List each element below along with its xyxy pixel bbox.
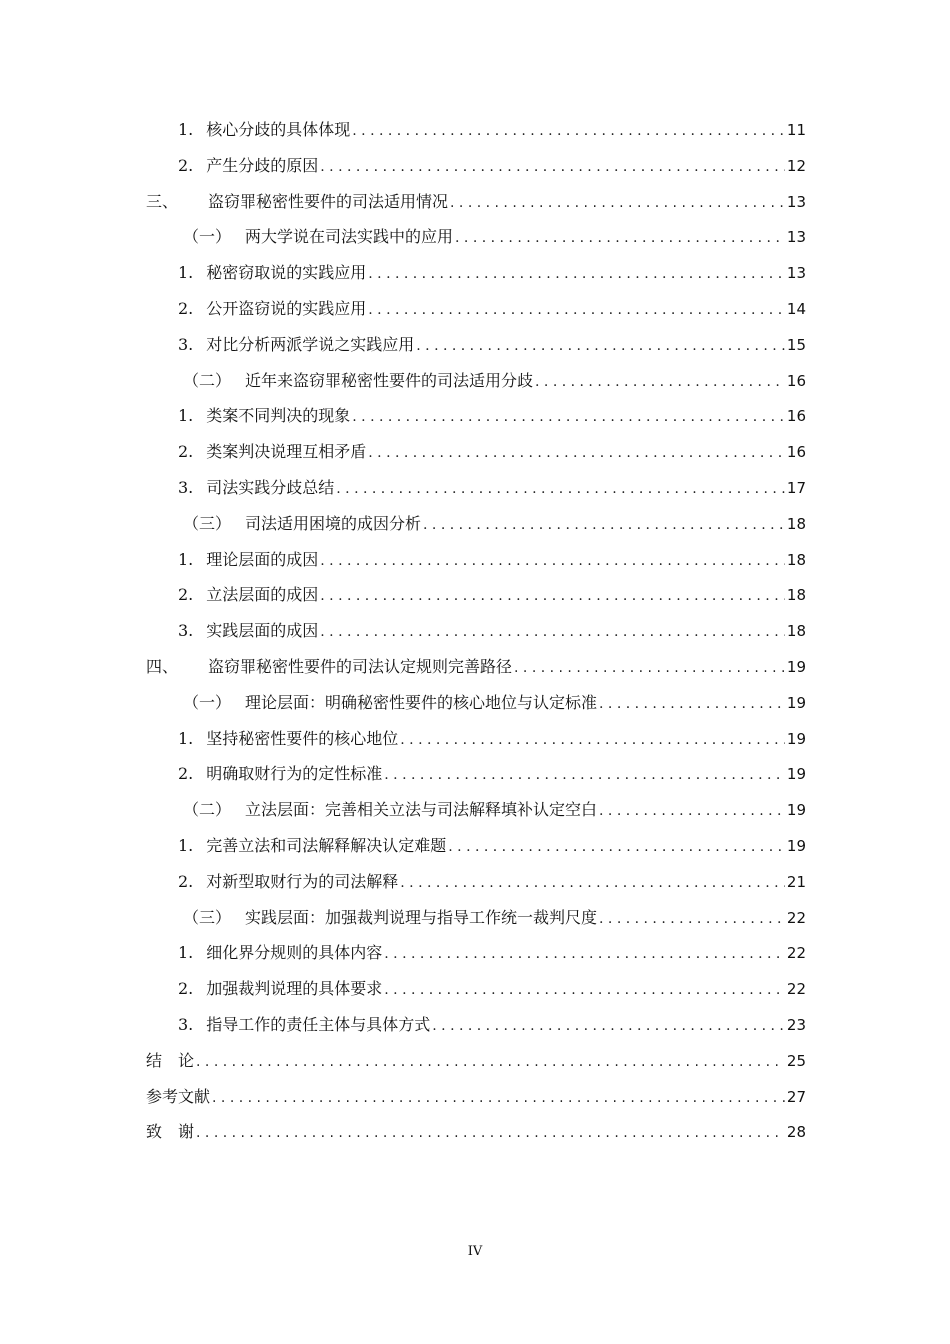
toc-entry-title: 实践层面：加强裁判说理与指导工作统一裁判尺度 bbox=[245, 907, 598, 927]
toc-entry[interactable] bbox=[146, 506, 806, 542]
toc-leader-dots bbox=[599, 687, 785, 723]
toc-entry-number: 1. bbox=[178, 728, 194, 748]
toc-entry-label bbox=[178, 828, 446, 864]
toc-leader-dots bbox=[448, 830, 785, 866]
toc-entry-number: 2. bbox=[178, 871, 194, 891]
table-of-contents bbox=[146, 112, 806, 1150]
toc-entry-title: 盗窃罪秘密性要件的司法认定规则完善路径 bbox=[208, 656, 513, 676]
toc-entry-page: 16 bbox=[786, 443, 806, 462]
toc-entry-label bbox=[178, 721, 398, 757]
toc-entry-title: 立法层面：完善相关立法与司法解释填补认定空白 bbox=[245, 800, 598, 820]
toc-entry-title: 理论层面：明确秘密性要件的核心地位与认定标准 bbox=[245, 692, 598, 712]
toc-entry-page: 19 bbox=[786, 801, 806, 820]
toc-entry[interactable] bbox=[146, 327, 806, 363]
toc-entry-number: 3. bbox=[178, 1014, 194, 1034]
toc-entry-label bbox=[146, 1114, 194, 1150]
toc-entry-title: 致 谢 bbox=[146, 1122, 195, 1142]
toc-entry[interactable] bbox=[146, 756, 806, 792]
toc-entry-page: 19 bbox=[786, 729, 806, 748]
toc-entry-page: 23 bbox=[786, 1015, 806, 1034]
toc-entry-label bbox=[178, 434, 366, 470]
toc-entry-page: 19 bbox=[786, 765, 806, 784]
toc-entry[interactable] bbox=[146, 1079, 806, 1115]
toc-entry-label bbox=[178, 577, 318, 613]
toc-entry-label bbox=[178, 864, 398, 900]
toc-entry-page: 19 bbox=[786, 657, 806, 676]
toc-entry-number: （二） bbox=[183, 800, 232, 820]
toc-entry-label bbox=[178, 327, 414, 363]
toc-entry[interactable] bbox=[146, 613, 806, 649]
toc-entry-label bbox=[183, 685, 597, 721]
toc-entry-number: 3. bbox=[178, 621, 194, 641]
toc-entry-number: 1. bbox=[178, 835, 194, 855]
toc-entry-label bbox=[178, 756, 382, 792]
toc-entry[interactable] bbox=[146, 935, 806, 971]
toc-entry-page: 18 bbox=[786, 622, 806, 641]
toc-entry-label bbox=[178, 971, 382, 1007]
toc-leader-dots bbox=[352, 114, 785, 150]
toc-entry-title: 司法适用困境的成因分析 bbox=[245, 513, 422, 533]
toc-entry-page: 22 bbox=[786, 980, 806, 999]
toc-entry[interactable] bbox=[146, 255, 806, 291]
toc-leader-dots bbox=[384, 758, 785, 794]
toc-leader-dots bbox=[450, 186, 785, 222]
toc-entry[interactable] bbox=[146, 148, 806, 184]
toc-leader-dots bbox=[599, 902, 785, 938]
toc-entry-page: 22 bbox=[786, 944, 806, 963]
toc-leader-dots bbox=[320, 150, 785, 186]
toc-entry-title: 加强裁判说理的具体要求 bbox=[206, 979, 383, 999]
toc-leader-dots bbox=[384, 937, 785, 973]
toc-entry-title: 盗窃罪秘密性要件的司法适用情况 bbox=[208, 191, 449, 211]
toc-entry-title: 结 论 bbox=[146, 1050, 195, 1070]
toc-entry-number: 1. bbox=[178, 263, 194, 283]
toc-entry-number: （一） bbox=[183, 692, 232, 712]
toc-entry-label bbox=[178, 148, 318, 184]
toc-entry-title: 司法实践分歧总结 bbox=[206, 477, 335, 497]
toc-entry[interactable] bbox=[146, 864, 806, 900]
toc-entry-page: 13 bbox=[786, 264, 806, 283]
toc-entry[interactable] bbox=[146, 219, 806, 255]
toc-entry-page: 15 bbox=[786, 335, 806, 354]
toc-entry-page: 11 bbox=[786, 121, 806, 139]
toc-entry-number: 3. bbox=[178, 334, 194, 354]
toc-leader-dots bbox=[400, 866, 785, 902]
toc-leader-dots bbox=[368, 257, 785, 293]
toc-entry-number: （二） bbox=[183, 370, 232, 390]
toc-entry-title: 对比分析两派学说之实践应用 bbox=[206, 334, 415, 354]
toc-leader-dots bbox=[196, 1045, 785, 1081]
toc-entry-label bbox=[178, 542, 318, 578]
toc-entry-page: 28 bbox=[786, 1123, 806, 1142]
toc-entry-page: 14 bbox=[786, 299, 806, 318]
toc-entry[interactable] bbox=[146, 721, 806, 757]
toc-entry-number: 3. bbox=[178, 477, 194, 497]
toc-entry[interactable] bbox=[146, 363, 806, 399]
toc-entry-title: 产生分歧的原因 bbox=[206, 155, 319, 175]
toc-entry-label bbox=[178, 613, 318, 649]
toc-entry-page: 18 bbox=[786, 586, 806, 605]
toc-entry[interactable] bbox=[146, 470, 806, 506]
toc-entry-number: 2. bbox=[178, 442, 194, 462]
toc-entry[interactable] bbox=[146, 900, 806, 936]
toc-leader-dots bbox=[212, 1081, 785, 1117]
toc-entry[interactable] bbox=[146, 434, 806, 470]
toc-leader-dots bbox=[599, 794, 785, 830]
toc-entry-number: 2. bbox=[178, 764, 194, 784]
toc-entry-label bbox=[146, 649, 512, 685]
toc-entry-title: 理论层面的成因 bbox=[206, 549, 319, 569]
toc-entry-page: 13 bbox=[786, 192, 806, 211]
toc-entry-title: 参考文献 bbox=[146, 1086, 211, 1106]
toc-entry-title: 指导工作的责任主体与具体方式 bbox=[206, 1014, 431, 1034]
toc-entry-label bbox=[178, 291, 366, 327]
toc-entry-label bbox=[183, 900, 597, 936]
toc-entry[interactable] bbox=[146, 1114, 806, 1150]
toc-leader-dots bbox=[352, 400, 785, 436]
toc-entry-number: 1. bbox=[178, 943, 194, 963]
toc-entry-label bbox=[178, 112, 350, 148]
toc-entry-number: 四、 bbox=[146, 656, 179, 676]
toc-entry-page: 18 bbox=[786, 550, 806, 569]
toc-entry-number: 2. bbox=[178, 585, 194, 605]
toc-entry-page: 21 bbox=[786, 872, 806, 891]
toc-leader-dots bbox=[336, 472, 785, 508]
toc-leader-dots bbox=[432, 1009, 785, 1045]
toc-entry-title: 两大学说在司法实践中的应用 bbox=[245, 227, 454, 247]
toc-entry-label bbox=[146, 1079, 210, 1115]
toc-entry[interactable] bbox=[146, 971, 806, 1007]
toc-leader-dots bbox=[416, 329, 785, 365]
toc-entry-label bbox=[183, 506, 421, 542]
toc-entry-title: 秘密窃取说的实践应用 bbox=[206, 263, 367, 283]
toc-leader-dots bbox=[368, 293, 785, 329]
toc-entry-label bbox=[183, 363, 533, 399]
toc-entry[interactable] bbox=[146, 792, 806, 828]
toc-entry-page: 12 bbox=[786, 156, 806, 175]
toc-leader-dots bbox=[514, 651, 785, 687]
toc-entry-page: 19 bbox=[786, 836, 806, 855]
toc-entry-page: 27 bbox=[786, 1087, 806, 1106]
toc-entry-title: 完善立法和司法解释解决认定难题 bbox=[206, 835, 447, 855]
toc-leader-dots bbox=[400, 723, 785, 759]
toc-entry-page: 22 bbox=[786, 908, 806, 927]
toc-entry-number: （一） bbox=[183, 227, 232, 247]
toc-entry-title: 类案判决说理互相矛盾 bbox=[206, 442, 367, 462]
toc-entry[interactable] bbox=[146, 577, 806, 613]
toc-entry-page: 16 bbox=[786, 371, 806, 390]
toc-entry-title: 坚持秘密性要件的核心地位 bbox=[206, 728, 399, 748]
toc-entry-number: （三） bbox=[183, 513, 232, 533]
toc-entry-title: 核心分歧的具体体现 bbox=[206, 120, 351, 139]
toc-entry[interactable] bbox=[146, 685, 806, 721]
toc-entry-label bbox=[178, 935, 382, 971]
toc-entry-label bbox=[183, 219, 453, 255]
toc-entry-title: 明确取财行为的定性标准 bbox=[206, 764, 383, 784]
toc-leader-dots bbox=[320, 615, 785, 651]
toc-leader-dots bbox=[455, 221, 785, 257]
toc-entry-label bbox=[183, 792, 597, 828]
toc-entry-label bbox=[178, 398, 350, 434]
toc-entry[interactable] bbox=[146, 649, 806, 685]
toc-entry-title: 对新型取财行为的司法解释 bbox=[206, 871, 399, 891]
toc-entry-page: 19 bbox=[786, 693, 806, 712]
toc-entry-title: 公开盗窃说的实践应用 bbox=[206, 298, 367, 318]
toc-leader-dots bbox=[384, 973, 785, 1009]
toc-entry-number: 2. bbox=[178, 298, 194, 318]
toc-leader-dots bbox=[423, 508, 785, 544]
toc-entry-title: 细化界分规则的具体内容 bbox=[206, 943, 383, 963]
toc-entry[interactable] bbox=[146, 542, 806, 578]
toc-entry[interactable] bbox=[146, 184, 806, 220]
toc-leader-dots bbox=[368, 436, 785, 472]
toc-entry-page: 16 bbox=[786, 407, 806, 426]
toc-entry-label bbox=[146, 1043, 194, 1079]
toc-entry-number: 1. bbox=[178, 549, 194, 569]
toc-entry-number: 三、 bbox=[146, 191, 179, 211]
toc-leader-dots bbox=[320, 579, 785, 615]
toc-entry-page: 18 bbox=[786, 514, 806, 533]
toc-entry-number: 2. bbox=[178, 979, 194, 999]
toc-entry-label bbox=[178, 470, 334, 506]
toc-entry-title: 类案不同判决的现象 bbox=[206, 406, 351, 426]
toc-entry-number: （三） bbox=[183, 907, 232, 927]
toc-entry-title: 实践层面的成因 bbox=[206, 621, 319, 641]
toc-entry[interactable] bbox=[146, 1007, 806, 1043]
toc-entry-title: 立法层面的成因 bbox=[206, 585, 319, 605]
toc-entry[interactable] bbox=[146, 291, 806, 327]
page-number: IV bbox=[467, 1244, 483, 1259]
toc-leader-dots bbox=[196, 1116, 785, 1152]
toc-entry[interactable] bbox=[146, 1043, 806, 1079]
toc-entry-title: 近年来盗窃罪秘密性要件的司法适用分歧 bbox=[245, 370, 534, 390]
toc-entry-page: 17 bbox=[786, 478, 806, 497]
toc-entry[interactable] bbox=[146, 112, 806, 148]
toc-entry-label bbox=[178, 1007, 430, 1043]
toc-leader-dots bbox=[320, 544, 785, 580]
toc-entry-number: 2. bbox=[178, 155, 194, 175]
toc-entry-number: 1. bbox=[178, 120, 194, 139]
toc-entry[interactable] bbox=[146, 828, 806, 864]
toc-entry-page: 13 bbox=[786, 228, 806, 247]
toc-leader-dots bbox=[535, 365, 785, 401]
toc-entry-label bbox=[178, 255, 366, 291]
toc-entry-number: 1. bbox=[178, 406, 194, 426]
toc-entry-page: 25 bbox=[786, 1051, 806, 1070]
toc-entry-label bbox=[146, 184, 448, 220]
toc-entry[interactable] bbox=[146, 398, 806, 434]
